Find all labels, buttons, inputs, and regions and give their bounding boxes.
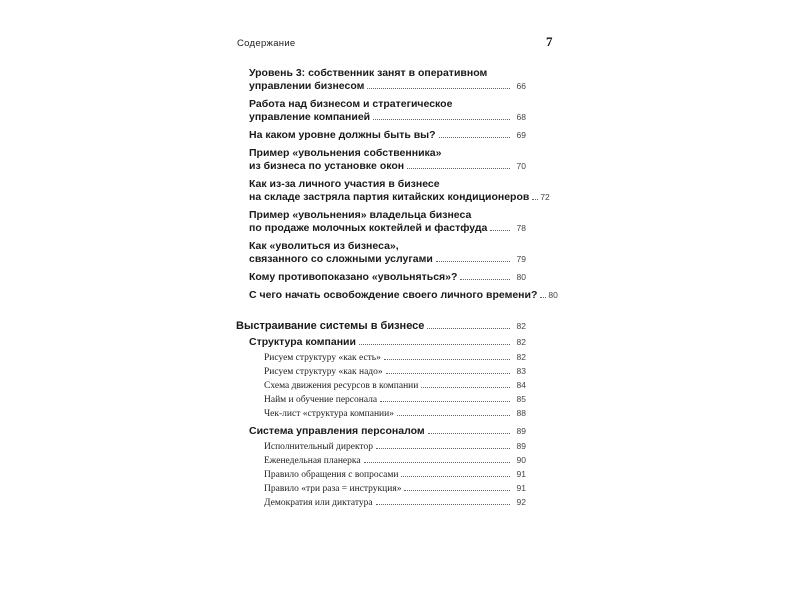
toc-entry-last-line (249, 271, 526, 284)
toc-entry-page-number: 66 (516, 81, 526, 91)
toc-entry-last-line (249, 336, 526, 349)
toc-entry (236, 178, 550, 204)
toc-entry-title-line: Выстраивание системы в бизнесе (236, 320, 425, 332)
toc-entry-title-line: по продаже молочных коктейлей и фастфуда (249, 222, 488, 234)
toc-entry-title-line: На каком уровне должны быть вы? (249, 129, 436, 141)
dot-leader (359, 344, 510, 345)
toc-entry (236, 440, 526, 454)
toc-entry-title-line: Работа над бизнесом и стратегическое (249, 98, 453, 110)
dot-leader (427, 328, 510, 329)
toc-entry-page-number: 88 (516, 408, 526, 418)
toc-entry-page-number: 84 (516, 380, 526, 390)
running-head: Содержание (237, 38, 296, 49)
toc-entry-last-line (264, 454, 526, 468)
dot-leader (397, 415, 510, 416)
toc-entry-page-number: 85 (516, 394, 526, 404)
toc-entry-title-line: Правило «три раза = инструкция» (264, 483, 402, 494)
toc-entry (236, 365, 526, 379)
toc-entry-last-line (264, 496, 526, 510)
toc-entry-title-line: Как «уволиться из бизнеса», (249, 240, 399, 252)
toc-entry-page-number: 69 (516, 130, 526, 140)
toc-entry (236, 393, 526, 407)
toc-entry-page-number: 68 (516, 112, 526, 122)
toc-entry (236, 407, 526, 421)
toc-entry-page-number: 82 (516, 337, 526, 347)
toc-entry-last-line (249, 289, 558, 302)
table-of-contents (236, 67, 558, 510)
toc-entry-last-line (249, 253, 526, 266)
toc-entry-last-line (249, 191, 550, 204)
toc-entry-page-number: 82 (516, 321, 526, 331)
toc-entry-title-line: Еженедельная планерка (264, 455, 361, 466)
dot-leader (376, 504, 510, 505)
toc-entry-last-line (249, 111, 526, 124)
toc-entry-last-line (264, 351, 526, 365)
toc-entry-page-number: 90 (516, 454, 526, 465)
dot-leader (364, 462, 510, 463)
dot-leader (490, 230, 510, 231)
toc-entry-title-line: Найм и обучение персонала (264, 395, 378, 405)
dot-leader (367, 88, 510, 89)
toc-entry (236, 209, 526, 235)
dot-leader (386, 373, 510, 374)
toc-entry-title-line: Чек-лист «структура компании» (264, 409, 394, 419)
toc-entry-last-line (249, 222, 526, 235)
toc-entry-last-line (249, 160, 526, 173)
dot-leader (540, 297, 546, 298)
toc-entry-title-line: Схема движения ресурсов в компании (264, 381, 419, 391)
toc-entry (236, 67, 526, 93)
toc-entry-title-line: Кому противопоказано «увольняться»? (249, 271, 458, 283)
toc-entry (236, 425, 526, 438)
toc-entry-page-number: 91 (516, 468, 526, 479)
toc-entry-last-line (236, 319, 526, 333)
toc-entry (236, 289, 558, 302)
toc-entry-last-line (249, 425, 526, 438)
toc-entry (236, 351, 526, 365)
dot-leader (428, 433, 510, 434)
dot-leader (421, 387, 510, 388)
toc-entry-page-number: 78 (516, 223, 526, 233)
toc-entry-last-line (249, 129, 526, 142)
toc-entry-title-line: Структура компании (249, 336, 356, 348)
dot-leader (376, 448, 510, 449)
toc-entry-page-number: 80 (548, 290, 558, 300)
toc-entry (236, 240, 526, 266)
dot-leader (380, 401, 510, 402)
toc-entry (236, 482, 526, 496)
dot-leader (384, 359, 510, 360)
toc-entry-title-line: Правило обращения с вопросами (264, 469, 399, 480)
toc-entry-last-line (264, 365, 526, 379)
toc-entry-page-number: 80 (516, 272, 526, 282)
toc-entry-title-line: С чего начать освобождение своего личного времени? (249, 289, 538, 301)
toc-entry-page-number: 89 (516, 440, 526, 451)
toc-entry-page-number: 91 (516, 482, 526, 493)
toc-entry-page-number: 83 (516, 366, 526, 376)
dot-leader (401, 476, 510, 477)
toc-entry-title-line: Исполнительный директор (264, 441, 373, 452)
dot-leader (439, 137, 510, 138)
toc-entry-title-line: на складе застряла партия китайских кондиционеров (249, 191, 530, 203)
toc-entry-title-line: Уровень 3: собственник занят в оперативном (249, 67, 488, 79)
toc-entry (236, 147, 526, 173)
toc-entry-page-number: 82 (516, 352, 526, 362)
toc-entry (236, 271, 526, 284)
toc-entry-title-line: Рисуем структуру «как надо» (264, 367, 383, 377)
toc-entry-title-line: Система управления персоналом (249, 424, 425, 437)
toc-entry (236, 319, 526, 333)
toc-entry-title-line: связанного со сложными услугами (249, 253, 433, 265)
toc-entry-page-number: 72 (540, 192, 550, 202)
toc-entry-title-line: Пример «увольнения» владельца бизнеса (249, 209, 472, 221)
toc-entry-last-line (264, 468, 526, 482)
dot-leader (373, 119, 510, 120)
toc-entry-title-line: из бизнеса по установке окон (249, 160, 405, 172)
toc-entry-last-line (264, 379, 526, 393)
toc-entry-last-line (264, 440, 526, 454)
toc-entry (236, 379, 526, 393)
toc-entry (236, 98, 526, 124)
toc-entry-title-line: управлении бизнесом (249, 80, 365, 92)
toc-entry-title-line: Демократия или диктатура (264, 497, 373, 508)
toc-entry-last-line (264, 407, 526, 421)
toc-entry-last-line (264, 393, 526, 407)
toc-entry (236, 496, 526, 510)
toc-entry-page-number: 89 (516, 425, 526, 436)
toc-entry (236, 129, 526, 142)
toc-entry-title-line: Пример «увольнения собственника» (249, 147, 442, 159)
dot-leader (436, 261, 510, 262)
dot-leader (460, 279, 510, 280)
dot-leader (407, 168, 510, 169)
toc-entry-page-number: 92 (516, 496, 526, 507)
toc-entry-last-line (249, 80, 526, 93)
toc-entry-last-line (264, 482, 526, 496)
toc-entry (236, 454, 526, 468)
toc-entry (236, 336, 526, 349)
toc-entry (236, 468, 526, 482)
toc-entry-title-line: Рисуем структуру «как есть» (264, 353, 381, 363)
toc-entry-page-number: 79 (516, 254, 526, 264)
toc-entry-title-line: управление компанией (249, 111, 371, 123)
page-number: 7 (546, 34, 553, 49)
dot-leader (532, 199, 538, 200)
toc-entry-page-number: 70 (516, 161, 526, 171)
dot-leader (404, 490, 510, 491)
toc-entry-title-line: Как из-за личного участия в бизнесе (249, 178, 440, 190)
